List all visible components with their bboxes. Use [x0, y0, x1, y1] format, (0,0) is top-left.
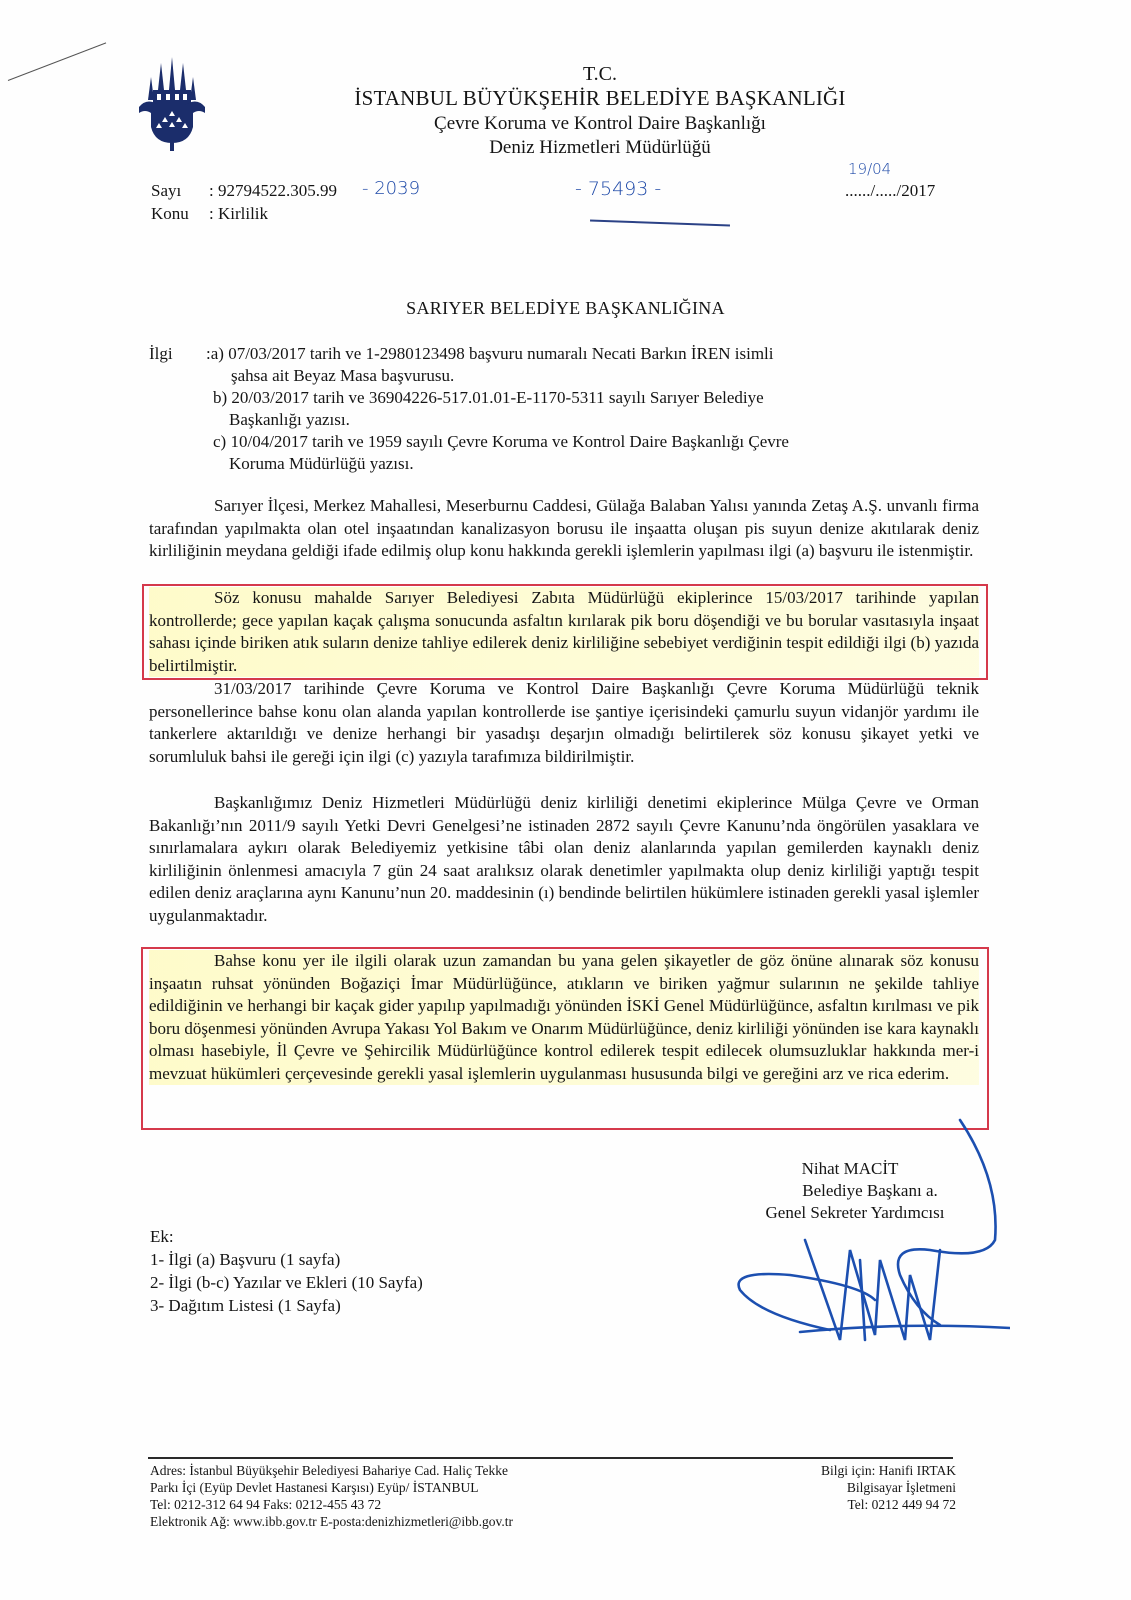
ilgi-label: İlgi [149, 344, 173, 363]
date-handwritten: 19/04 [848, 160, 892, 178]
attachment-item: 1- İlgi (a) Başvuru (1 sayfa) [150, 1250, 341, 1269]
ilgi-item-a [206, 343, 909, 387]
footer-info-phone: Tel: 0212 449 94 72 [847, 1497, 956, 1512]
sayi-handwritten: - 2039 [362, 178, 421, 199]
paragraph-text: Sarıyer İlçesi, Merkez Mahallesi, Meserburnu Caddesi, Gülağa Balaban Yalısı yanında Zetaş A.Ş. unvanlı firma tarafından yapılmakta olan otel inşaatından kanalizasyon borusu ile inşaatta oluşan pis suyun denize akıtılarak deniz kirliliğinin meydana geldiği ifade edilmiş olup konu hakkında gerekli işlemlerin yapılması ilgi (a) başvuru ile istenmiştir. [149, 496, 979, 560]
footer-address [150, 1462, 513, 1530]
ilgi-item-c [213, 431, 909, 475]
signatory-title-2: Genel Sekreter Yardımcısı [765, 1203, 945, 1222]
footer-info-name: Bilgi için: Hanifi IRTAK [821, 1463, 956, 1478]
ilgi-item-b [213, 387, 909, 431]
paragraph-5 [149, 950, 979, 1085]
sayi-value: : 92794522.305.99 [209, 181, 337, 200]
sayi-row [151, 180, 337, 202]
ibb-logo-icon [137, 55, 207, 151]
handwritten-underline [590, 220, 730, 227]
konu-row [151, 203, 268, 225]
paragraph-text: Bahse konu yer ile ilgili olarak uzun zamandan bu yana gelen şikayetler de göz önüne alınarak söz konusu inşaatın ruhsat yönünden Boğaziçi İmar Müdürlüğünce, atıkların ve biriken yağmur sularının ne şekilde tahliye edildiğinin ve herhangi bir kaçak gider yapılıp yapılmadığı yönünden İSKİ Genel Müdürlüğünce, asfaltın kırılması ve pik boru döşenmesi yönünden Avrupa Yakası Yol Bakım ve Onarım Müdürlüğünce, deniz kirliliği yönünden ise kara kaynaklı olması hasebiyle, İl Çevre ve Şehircilik Müdürlüğünce kontrol edilerek tespit edilecek olumsuzluklar hakkında mer-i mevzuat hükümleri çerçevesinde gerekli yasal işlemlerin uygulanması hususunda bilgi ve gereğini arz ve rica ederim. [149, 951, 979, 1083]
header-tc: T.C. [582, 63, 618, 85]
paragraph-text: 31/03/2017 tarihinde Çevre Koruma ve Kontrol Daire Başkanlığı Çevre Koruma Müdürlüğü teknik personellerince bahse konu olan alanda yapılan kontrollerde ise şantiye içerisindeki çamurlu suyun vidanjör yardımı ile tankerlere aktarıldığı ve denize herhangi bir yasadışı deşarjın olmadığı belirtilerek söz konusu şikayet yetki ve sorumluluk bahsi ile gereği için ilgi (c) yazıyla tarafımıza bildirilmiştir. [149, 679, 979, 766]
header-department: Çevre Koruma ve Kontrol Daire Başkanlığı [434, 113, 766, 134]
scan-artifact-line [8, 42, 106, 81]
paragraph-2 [149, 587, 979, 677]
footer-address-line: Adres: İstanbul Büyükşehir Belediyesi Bahariye Cad. Haliç Tekke [150, 1463, 508, 1478]
addressee: SARIYER BELEDİYE BAŞKANLIĞINA [406, 298, 725, 318]
handwritten-signature-icon [700, 1100, 1010, 1360]
paragraph-3 [149, 678, 979, 768]
konu-value: : Kirlilik [209, 204, 269, 223]
ilgi-text: 10/04/2017 tarih ve 1959 sayılı Çevre Koruma ve Kontrol Daire Başkanlığı Çevre [230, 432, 789, 451]
ilgi-marker: b) [213, 388, 228, 407]
konu-label: Konu [151, 204, 189, 223]
ilgi-text-cont: şahsa ait Beyaz Masa başvurusu. [231, 366, 455, 385]
attachment-item: 2- İlgi (b-c) Yazılar ve Ekleri (10 Sayfa) [150, 1273, 423, 1292]
ilgi-marker: :a) [206, 344, 224, 363]
header-institution: İSTANBUL BÜYÜKŞEHİR BELEDİYE BAŞKANLIĞI [354, 86, 846, 110]
header-directorate: Deniz Hizmetleri Müdürlüğü [489, 137, 711, 158]
reference-handwritten: - 75493 - [575, 178, 662, 200]
attachments [150, 1225, 423, 1317]
footer-phones: Tel: 0212-312 64 94 Faks: 0212-455 43 72 [150, 1497, 382, 1512]
attachment-item: 3- Dağıtım Listesi (1 Sayfa) [150, 1296, 341, 1315]
paragraph-text: Söz konusu mahalde Sarıyer Belediyesi Zabıta Müdürlüğü ekiplerince 15/03/2017 tarihinde yapılan kontrollerde; gece yapılan kaçak çalışma sonucunda asfaltın kırılarak pik boru döşendiği ve bu borular vasıtasıyla inşaat sahası içinde biriken atık suların denize tahliye edilerek deniz kirliliğine sebebiyet verdiğinin tespit edildiği ilgi (b) yazıda belirtilmiştir. [149, 588, 979, 675]
footer-contact [760, 1462, 956, 1513]
paragraph-4 [149, 792, 979, 927]
footer-web: Elektronik Ağ: www.ibb.gov.tr E-posta:denizhizmetleri@ibb.gov.tr [150, 1514, 513, 1529]
footer-divider [148, 1457, 953, 1459]
ilgi-section [149, 343, 909, 475]
sayi-label: Sayı [151, 181, 182, 200]
ilgi-text: 07/03/2017 tarih ve 1-2980123498 başvuru numaralı Necati Barkın İREN isimli [228, 344, 774, 363]
date-printed: ....../...../2017 [845, 181, 936, 200]
ilgi-text-cont: Koruma Müdürlüğü yazısı. [229, 454, 414, 473]
footer-info-title: Bilgisayar İşletmeni [846, 1480, 956, 1495]
ilgi-marker: c) [213, 432, 227, 451]
footer-address-line: Parkı İçi (Eyüp Devlet Hastanesi Karşısı) Eyüp/ İSTANBUL [150, 1480, 479, 1495]
signatory-title-1: Belediye Başkanı a. [802, 1181, 938, 1200]
paragraph-text: Başkanlığımız Deniz Hizmetleri Müdürlüğü deniz kirliliği denetimi ekiplerince Mülga Çevre ve Orman Bakanlığı’nın 2011/9 sayılı Yetki Devri Genelgesi’ne istinaden 2872 sayılı Çevre Kanunu’nda öngörülen yasaklara ve sınırlamalara aykırı olarak Belediyemiz yetkisine tâbi olan deniz alanlarında yapılan gemilerden kaynaklı deniz kirliliğinin önlenmesi amacıyla 7 gün 24 saat aralıksız olarak denetimler yapılmakta olup deniz kirliliği yaptığı tespit edilen deniz araçlarına aynı Kanunu’nun 20. maddesinin (ı) bendinde belirtilen hükümlere istinaden gerekli yasal işlemler uygulanmaktadır. [149, 793, 979, 925]
attachments-label: Ek: [150, 1227, 174, 1246]
ilgi-text: 20/03/2017 tarih ve 36904226-517.01.01-E-1170-5311 sayılı Sarıyer Belediye [231, 388, 764, 407]
signatory-name: Nihat MACİT [801, 1159, 899, 1178]
paragraph-1 [149, 495, 979, 563]
ilgi-text-cont: Başkanlığı yazısı. [229, 410, 350, 429]
